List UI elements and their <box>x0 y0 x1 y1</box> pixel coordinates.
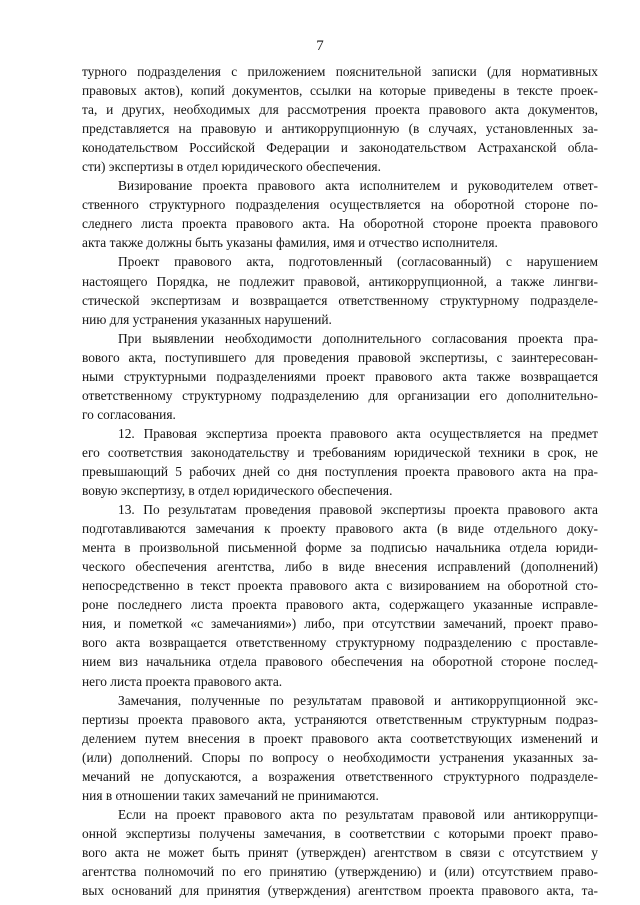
text-line: сти) экспертизы в отдел юридического обеспечения. <box>82 159 381 175</box>
paragraph <box>82 805 598 900</box>
text-line: мента в произвольной письменной форме за подписью начальника отдела юриди- <box>82 540 598 556</box>
text-line: его соответствия законодательству и требованиям юридической техники в срок, не <box>82 444 598 460</box>
text-line: вого акта не может быть принят (утвержден) агентством в связи с отсутствием у <box>82 844 598 860</box>
text-line: та, и других, необходимых для рассмотрения проекта правового акта документов, <box>82 102 598 118</box>
paragraph <box>82 424 598 500</box>
text-line: стической экспертизам и возвращается ответственному структурному подразделе- <box>82 292 598 308</box>
text-line: ответственному структурному подразделению для организации его дополнительно- <box>82 387 598 403</box>
text-line: мечаний не допускаются, а возражения ответственного структурного подразделе- <box>82 768 598 784</box>
paragraph <box>82 329 598 424</box>
page-number: 7 <box>316 38 324 54</box>
text-line: делением путем внесения в проект правового акта соответствующих изменений и <box>82 730 598 746</box>
paragraph <box>82 500 598 690</box>
text-line: вовую экспертизу, в отдел юридического обеспечения. <box>82 483 393 499</box>
text-line: нию для устранения указанных нарушений. <box>82 311 332 327</box>
text-line: При выявлении необходимости дополнительного согласования проекта пра- <box>118 330 598 346</box>
text-line: конодательством Российской Федерации и законодательством Астраханской обла- <box>82 140 598 156</box>
text-line: роне последнего листа проекта правового акта, содержащего указанные исправле- <box>82 597 598 613</box>
text-line: ния в отношении таких замечаний не принимаются. <box>82 787 379 803</box>
text-line: Замечания, полученные по результатам правовой и антикоррупционной экс- <box>118 692 598 708</box>
text-line: него листа проекта правового акта. <box>82 673 283 689</box>
text-line: (или) дополнений. Споры по вопросу о необходимости устранения указанных за- <box>82 749 598 765</box>
text-line: пертизы проекта правового акта, устраняются ответственным структурным подраз- <box>82 711 598 727</box>
text-line: следнего листа проекта правового акта. На оборотной стороне проекта правового <box>82 216 598 232</box>
paragraph <box>82 176 598 252</box>
text-line: онной экспертизы получены замечания, в соответствии с которыми проект право- <box>82 825 598 841</box>
text-line: непосредственно в текст проекта правового акта с визированием на оборотной сто- <box>82 578 598 594</box>
text-line: ными структурными подразделениями проект правового акта также возвращается <box>82 368 598 384</box>
text-line: 12. Правовая экспертиза проекта правового акта осуществляется на предмет <box>118 425 598 441</box>
text-line: нием виз начальника отдела правового обеспечения на оборотной стороне послед- <box>82 654 598 670</box>
text-line: правовых актов), копий документов, ссылки на которые приведены в тексте проек- <box>82 83 598 99</box>
paragraph <box>82 62 598 176</box>
paragraph <box>82 252 598 328</box>
paragraph <box>82 691 598 805</box>
text-line: представляется на правовую и антикоррупционную (в случаях, установленных за- <box>82 121 598 137</box>
text-line: подготавливаются замечания к проекту правового акта (в виде отдельного доку- <box>82 521 598 537</box>
text-line: агентства полномочий по его принятию (утверждению) и (или) отсутствием право- <box>82 863 598 879</box>
text-line: ственного структурного подразделения осуществляется на оборотной стороне по- <box>82 197 598 213</box>
text-line: акта также должны быть указаны фамилия, имя и отчество исполнителя. <box>82 235 498 251</box>
text-line: турного подразделения с приложением пояснительной записки (для нормативных <box>82 64 598 79</box>
text-line: 13. По результатам проведения правовой экспертизы проекта правового акта <box>118 502 598 518</box>
text-line: Проект правового акта, подготовленный (согласованный) с нарушением <box>118 254 598 270</box>
text-line: настоящего Порядка, не подлежит правовой, антикоррупционной, а также лингви- <box>82 273 598 289</box>
text-line: Если на проект правового акта по результатам правовой или антикоррупци- <box>118 806 598 822</box>
text-line: ния, и пометкой «с замечаниями») либо, при отсутствии замечаний, проект право- <box>82 616 598 632</box>
text-line: Визирование проекта правового акта исполнителем и руководителем ответ- <box>118 178 598 194</box>
text-line: ческого обеспечения агентства, либо в виде внесения исправлений (дополнений) <box>82 559 598 575</box>
text-line: го согласования. <box>82 406 176 422</box>
document-body <box>82 62 598 900</box>
text-line: вового акта, поступившего для проведения правовой экспертизы, с заинтересован- <box>82 349 598 365</box>
text-line: вых оснований для принятия (утверждения) агентством проекта правового акта, та- <box>82 883 598 899</box>
text-line: вого акта возвращается ответственному структурному подразделению с проставле- <box>82 635 598 651</box>
text-line: превышающий 5 рабочих дней со дня поступления проекта правового акта на пра- <box>82 463 598 479</box>
